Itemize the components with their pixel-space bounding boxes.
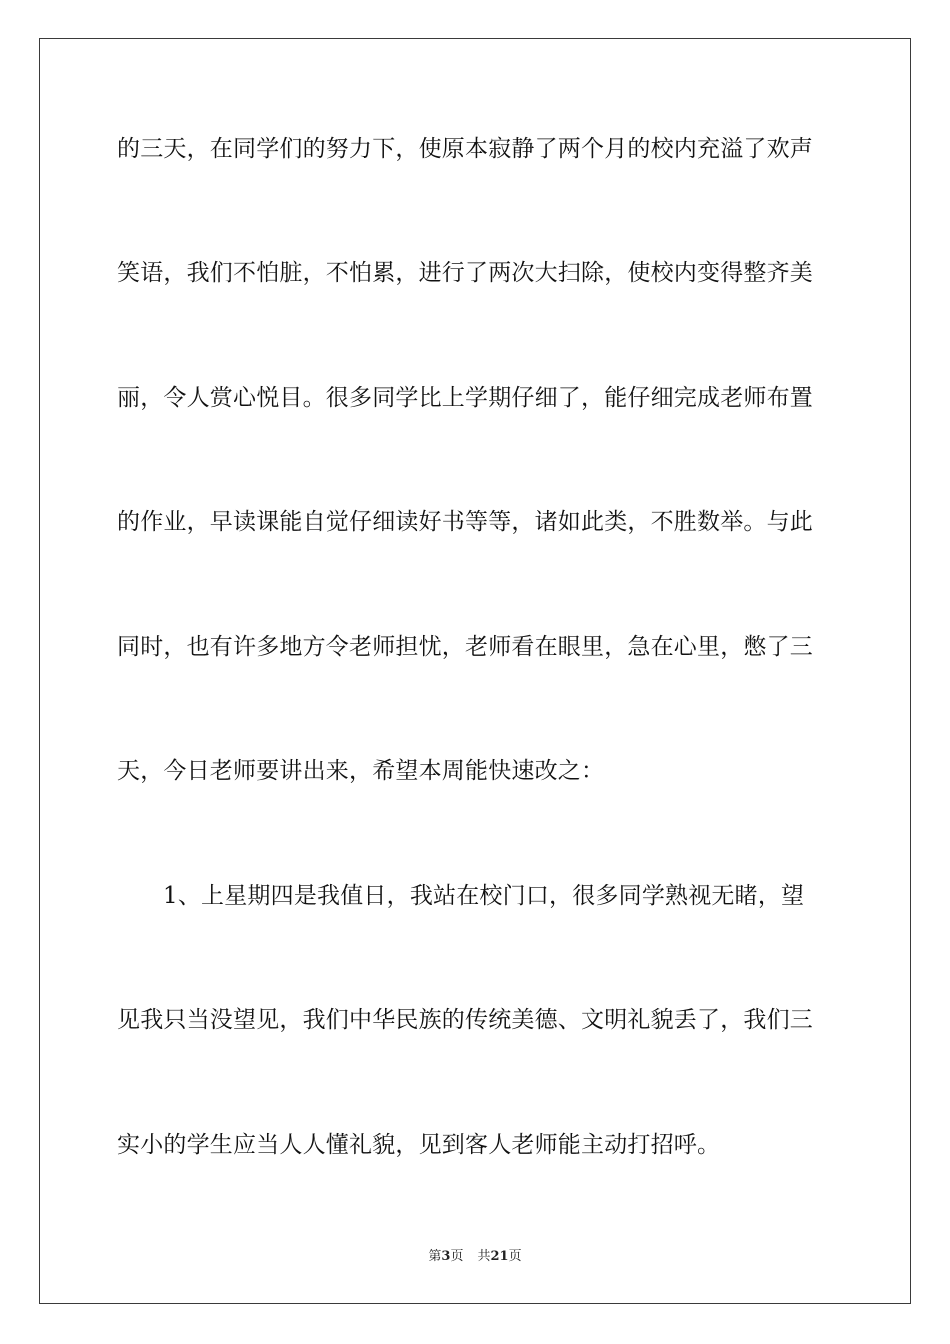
body-line-8: 见我只当没望见，我们中华民族的传统美德、文明礼貌丢了，我们三 xyxy=(117,1007,813,1033)
body-line-6: 天，今日老师要讲出来，希望本周能快速改之： xyxy=(117,758,605,784)
total-prefix: 共 xyxy=(477,1249,491,1264)
body-line-4: 的作业，早读课能自觉仔细读好书等等，诸如此类，不胜数举。与此 xyxy=(117,509,813,535)
page-suffix: 页 xyxy=(450,1249,464,1264)
body-line-3: 丽，令人赏心悦目。很多同学比上学期仔细了，能仔细完成老师布置 xyxy=(117,385,813,411)
total-suffix: 页 xyxy=(508,1249,522,1264)
page-footer xyxy=(0,1249,950,1265)
page-border xyxy=(39,38,911,1304)
page-prefix: 第 xyxy=(428,1249,442,1264)
body-line-9: 实小的学生应当人人懂礼貌，见到客人老师能主动打招呼。 xyxy=(117,1132,721,1158)
body-line-5: 同时，也有许多地方令老师担忧，老师看在眼里，急在心里，憋了三 xyxy=(117,634,813,660)
body-line-1: 的三天，在同学们的努力下，使原本寂静了两个月的校内充溢了欢声 xyxy=(117,136,813,162)
body-line-2: 笑语，我们不怕脏，不怕累，进行了两次大扫除，使校内变得整齐美 xyxy=(117,260,813,286)
body-line-7: 1、上星期四是我值日，我站在校门口，很多同学熟视无睹，望 xyxy=(163,883,805,909)
page-current: 3 xyxy=(441,1249,451,1264)
page-total: 21 xyxy=(490,1249,509,1264)
